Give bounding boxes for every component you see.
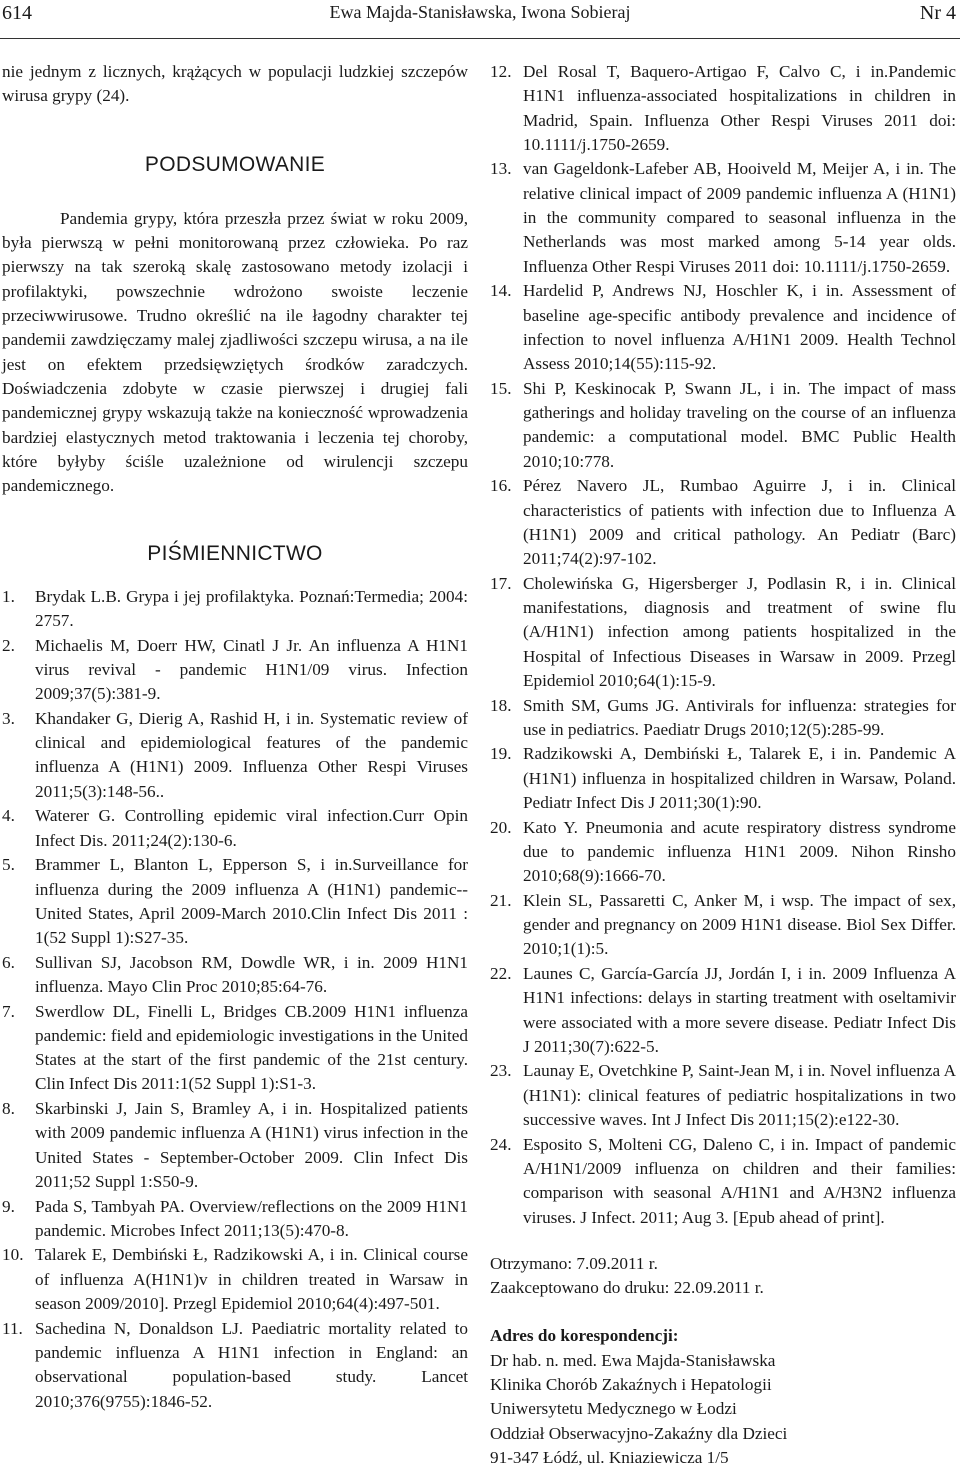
reference-number: 24. xyxy=(490,1134,512,1154)
reference-text: Pérez Navero JL, Rumbao Aguirre J, i in. Clinical characteristics of patients with infection due to Influenza A (H1N1) 2009 and critical pathology. An Pediatr (Barc) 2011;74(2):97-102. xyxy=(523,476,956,569)
reference-number: 14. xyxy=(490,281,512,301)
reference-number: 15. xyxy=(490,378,512,398)
correspondence-line: Oddział Obserwacyjno-Zakaźny dla Dzieci xyxy=(490,1423,788,1443)
reference-item xyxy=(490,157,956,278)
reference-number: 20. xyxy=(490,817,512,837)
header-rule xyxy=(0,38,960,39)
reference-item xyxy=(2,1195,468,1244)
running-authors: Ewa Majda-Stanisławska, Iwona Sobieraj xyxy=(329,2,631,22)
reference-item xyxy=(490,1133,956,1230)
reference-number: 5. xyxy=(2,855,15,875)
reference-number: 6. xyxy=(2,952,15,972)
reference-text: Shi P, Keskinocak P, Swann JL, i in. The impact of mass gatherings and holiday traveling on the course of an influenza pandemic: a computational model. BMC Public Health 2010;10:778. xyxy=(523,378,956,471)
correspondence-line: 91-347 Łódź, ul. Kniaziewicza 1/5 xyxy=(490,1447,729,1467)
reference-item xyxy=(490,1059,956,1132)
reference-text: Smith SM, Gums JG. Antivirals for influenza: strategies for use in pediatrics. Paediatr Drugs 2010;12(5):285-99. xyxy=(523,695,956,739)
reference-item xyxy=(2,585,468,634)
reference-text: Launes C, García-García JJ, Jordán I, i in. 2009 Influenza A H1N1 infections: delays in starting treatment with oseltamivir were associated with a more severe disease. Pediatr Infect Dis J 2011;30(7):622-5. xyxy=(523,963,956,1056)
reference-number: 16. xyxy=(490,476,512,496)
reference-item xyxy=(490,694,956,743)
reference-text: Khandaker G, Dierig A, Rashid H, i in. Systematic review of clinical and epidemiological features of the pandemic influenza A (H1N1) 2009. Influenza Other Respi Viruses 2011;5(3):148-56.. xyxy=(35,708,468,801)
reference-text: Radzikowski A, Dembiński Ł, Talarek E, i in. Pandemic A (H1N1) influenza in hospitalized children in Warsaw, Poland. Pediatr Infect Dis J 2011;30(1):90. xyxy=(523,744,956,812)
reference-number: 8. xyxy=(2,1099,15,1119)
reference-text: van Gageldonk-Lafeber AB, Hooiveld M, Meijer A, i in. The relative clinical impact of 2009 pandemic influenza A (H1N1) in the community compared to seasonal influenza in the Netherlands was most marked among 5-14 year olds. Influenza Other Respi Viruses 2011 doi: 10.1111/j.1750-2659. xyxy=(523,159,956,276)
reference-number: 2. xyxy=(2,635,15,655)
correspondence-title: Adres do korespondencji: xyxy=(490,1326,679,1346)
reference-text: Swerdlow DL, Finelli L, Bridges CB.2009 H1N1 influenza pandemic: field and epidemiologic investigations in the United States at the start of the first pandemic of the 21st century. Clin Infect Dis 2011:1(52 Suppl 1):S1-3. xyxy=(35,1001,468,1094)
reference-number: 7. xyxy=(2,1001,15,1021)
reference-item xyxy=(490,279,956,376)
summary-heading: PODSUMOWANIE xyxy=(144,152,326,176)
issue-number: Nr 4 xyxy=(919,2,956,24)
reference-text: Michaelis M, Doerr HW, Cinatl J Jr. An influenza A H1N1 virus revival - pandemic H1N1/09 virus. Infection 2009;37(5):381-9. xyxy=(35,635,468,704)
page-number: 614 xyxy=(2,2,32,24)
reference-text: Launay E, Ovetchkine P, Saint-Jean M, i in. Novel influenza A (H1N1): clinical features of pediatric hospitalizations in two successive waves. Int J Infect Dis 2011;15(2):e122-30. xyxy=(523,1061,956,1130)
reference-text: Skarbinski J, Jain S, Bramley A, i in. Hospitalized patients with 2009 pandemic influenza A (H1N1) virus infection in the United States - September-October 2009. Clin Infect Dis 2011;52 Suppl 1:S50-9. xyxy=(35,1099,468,1191)
reference-text: Hardelid P, Andrews NJ, Hoschler K, i in. Assessment of baseline age-specific antibody prevalence and incidence of infection to novel influenza A/H1N1 2009. Health Technol Assess 2010;14(55):115-92. xyxy=(523,281,956,374)
reference-item xyxy=(2,634,468,707)
reference-text: Talarek E, Dembiński Ł, Radzikowski A, i in. Clinical course of influenza A(H1N1)v in children treated in Warsaw in season 2009/2010]. Przegl Epidemiol 2010;64(4):497-501. xyxy=(35,1245,468,1314)
reference-number: 9. xyxy=(2,1196,15,1216)
reference-text: Cholewińska G, Higersberger J, Podlasin R, i in. Clinical manifestations, diagnosis and treatment of swine flu (A/H1N1) infection among patients hospitalized in the Hospital of Infectious Diseases in Warsaw in 2009. Przegl Epidemiol 2010;64(1):15-9. xyxy=(523,573,956,690)
correspondence-line: Uniwersytetu Medycznego w Łodzi xyxy=(490,1399,737,1419)
references-heading: PIŚMIENNICTWO xyxy=(147,542,323,566)
reference-item xyxy=(490,816,956,889)
right-column xyxy=(490,60,956,1470)
reference-text: Brammer L, Blanton L, Epperson S, i in.Surveillance for influenza during the 2009 influenza A (H1N1) pandemic--United States, April 2009-March 2010.Clin Infect Dis 2011 : 1(52 Suppl 1):S27-35. xyxy=(35,855,468,948)
reference-number: 19. xyxy=(490,744,512,764)
correspondence-line: Klinika Chorób Zakaźnych i Hepatologii xyxy=(490,1375,772,1394)
reference-item xyxy=(490,474,956,571)
received-date: Otrzymano: 7.09.2011 r. xyxy=(490,1253,658,1273)
reference-text: Pada S, Tambyah PA. Overview/reflections on the 2009 H1N1 pandemic. Microbes Infect 2011;13(5):470-8. xyxy=(35,1196,468,1240)
reference-text: Sullivan SJ, Jacobson RM, Dowdle WR, i in. 2009 H1N1 influenza. Mayo Clin Proc 2010;85:64-76. xyxy=(35,952,468,996)
reference-item xyxy=(2,1243,468,1316)
reference-number: 1. xyxy=(2,586,15,606)
correspondence-block xyxy=(490,1324,956,1470)
reference-number: 22. xyxy=(490,963,512,983)
reference-item xyxy=(490,377,956,474)
intro-fragment: nie jednym z licznych, krążących w populacji ludzkiej szczepów wirusa grypy (24). xyxy=(2,62,468,106)
references-list-right xyxy=(490,60,956,1230)
reference-item xyxy=(2,1097,468,1194)
page-header xyxy=(0,0,960,40)
reference-text: Kato Y. Pneumonia and acute respiratory distress syndrome due to pandemic influenza H1N1 2009. Nihon Rinsho 2010;68(9):1666-70. xyxy=(523,817,956,886)
left-column xyxy=(2,60,468,1414)
reference-text: Esposito S, Molteni CG, Daleno C, i in. Impact of pandemic A/H1N1/2009 influenza on children and their families: comparison with seasonal A/H1N1 and A/H3N2 influenza viruses. J Infect. 2011; Aug 3. [Epub ahead of print]. xyxy=(523,1134,956,1227)
reference-number: 11. xyxy=(2,1318,23,1338)
reference-number: 3. xyxy=(2,708,15,728)
reference-number: 4. xyxy=(2,806,15,826)
reference-number: 23. xyxy=(490,1061,512,1081)
accepted-date: Zaakceptowano do druku: 22.09.2011 r. xyxy=(490,1278,764,1298)
reference-number: 18. xyxy=(490,695,512,715)
reference-item xyxy=(2,853,468,950)
reference-number: 21. xyxy=(490,890,512,910)
reference-item xyxy=(490,60,956,157)
reference-text: Del Rosal T, Baquero-Artigao F, Calvo C, i in.Pandemic H1N1 influenza-associated hospitalizations in children in Madrid, Spain. Influenza Other Respi Viruses 2011 doi: 10.1111/j.1750-2659. xyxy=(523,62,956,154)
reference-number: 12. xyxy=(490,62,512,81)
reference-number: 17. xyxy=(490,573,512,593)
correspondence-line: Dr hab. n. med. Ewa Majda-Stanisławska xyxy=(490,1350,776,1370)
reference-text: Klein SL, Passaretti C, Anker M, i wsp. The impact of sex, gender and pregnancy on 2009 H1N1 disease. Biol Sex Differ. 2010;1(1):5. xyxy=(523,890,956,959)
reference-text: Brydak L.B. Grypa i jej profilaktyka. Poznań:Termedia; 2004: 2757. xyxy=(35,586,468,631)
reference-item xyxy=(490,962,956,1059)
reference-item xyxy=(2,1317,468,1414)
reference-item xyxy=(2,951,468,1000)
reference-text: Sachedina N, Donaldson LJ. Paediatric mortality related to pandemic influenza A H1N1 infection in England: an observational population-based study. Lancet 2010;376(9755):1846-52. xyxy=(35,1318,468,1411)
reference-item xyxy=(2,707,468,804)
reference-item xyxy=(2,1000,468,1097)
reference-item xyxy=(490,572,956,693)
reference-number: 13. xyxy=(490,159,512,179)
dates-block xyxy=(490,1252,956,1301)
reference-item xyxy=(2,804,468,853)
reference-number: 10. xyxy=(2,1245,24,1265)
reference-text: Waterer G. Controlling epidemic viral infection.Curr Opin Infect Dis. 2011;24(2):130-6. xyxy=(35,806,468,850)
reference-item xyxy=(490,742,956,815)
references-list-left xyxy=(2,585,468,1414)
summary-text: Pandemia grypy, która przeszła przez świat w roku 2009, była pierwszą w pełni monitorowaną przez człowieka. Po raz pierwszy na tak szeroką skalę zastosowano metody izolacji i profilaktyki, powszechnie wdrożono swoiste leczenie przeciwwirusowe. Trudno określić na ile łagodny charakter tej pandemii zawdzięczamy malej zjadliwości szczepu wirusa, a na ile jest on efektem przedsięwziętych środków zaradczych. Doświadczenia zdobyte w czasie pierwszej i drugiej fali pandemicznej grypy wskazują także na konieczność wprowadzenia bardziej elastycznych metod traktowania i leczenia tej choroby, które byłyby ściśle uzależnione od wirulencji szczepu pandemicznego. xyxy=(2,208,468,496)
reference-item xyxy=(490,889,956,962)
